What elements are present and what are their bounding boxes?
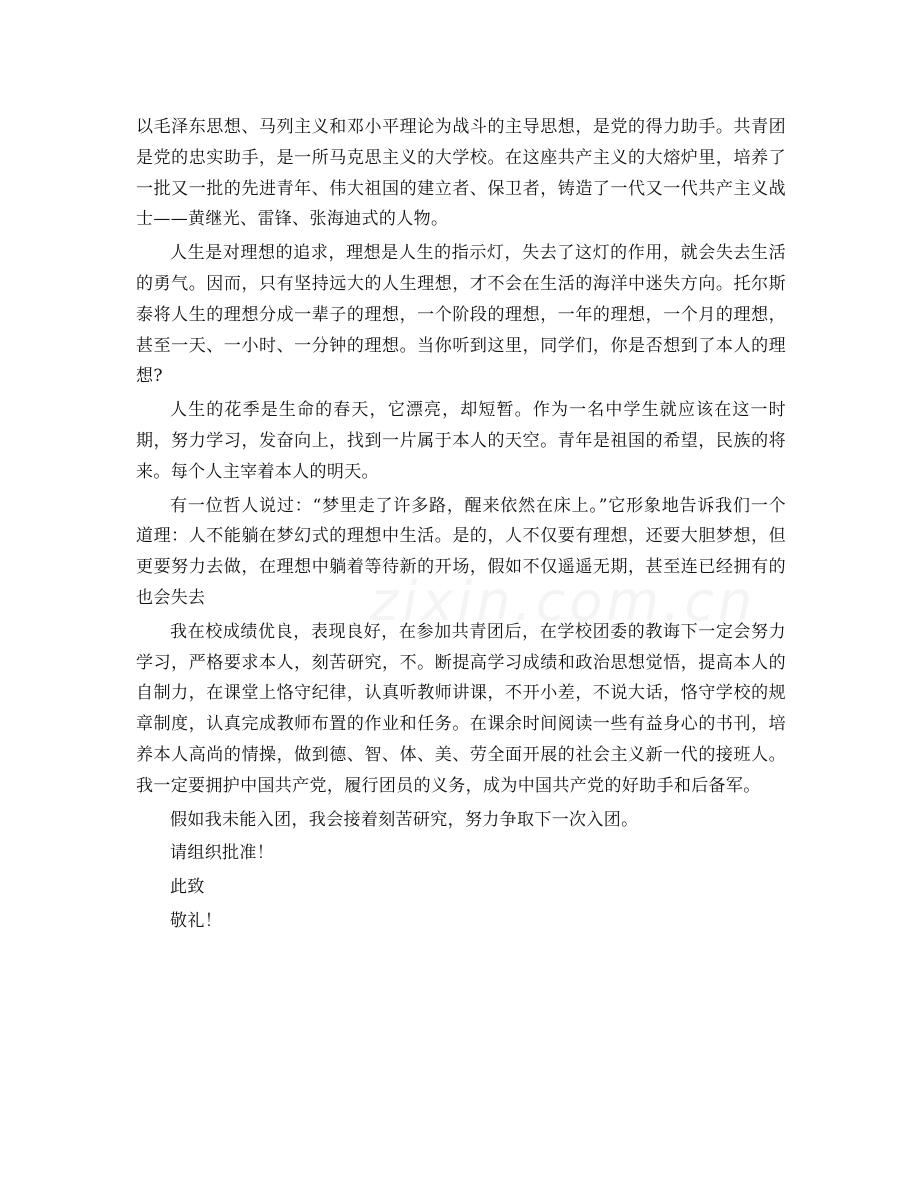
paragraph-6: 假如我未能入团，我会接着刻苦研究，努力争取下一次入团。 — [170, 809, 639, 830]
paragraph-3: 人生的花季是生命的春天，它漂亮，却短暂。作为一名中学生就应该在这一时期，努力学习，发奋向上，找到一片属于本人的天空。青年是祖国的希望，民族的将来。每个人主宰着本人的明天。 — [136, 400, 786, 482]
paragraph-4: 有一位哲人说过：“梦里走了许多路，醒来依然在床上。”它形象地告诉我们一个道理：人不能躺在梦幻式的理想中生活。是的，人不仅要有理想，还要大胆梦想，但更要努力去做，在理想中躺着等待新的开场，假如不仅遥遥无期，甚至连已经拥有的也会失去 — [136, 495, 786, 608]
closing-salutation: 此致 — [170, 877, 205, 898]
paragraph-1: 以毛泽东思想、马列主义和邓小平理论为战斗的主导思想，是党的得力助手。共青团是党的忠实助手，是一所马克思主义的大学校。在这座共产主义的大熔炉里，培养了一批又一批的先进青年、伟大祖国的建立者、保卫者，铸造了一代又一代共产主义战士——黄继光、雷锋、张海迪式的人物。 — [136, 117, 786, 230]
closing-request: 请组织批准！ — [170, 843, 275, 864]
closing-regards: 敬礼！ — [170, 910, 223, 931]
document-body — [136, 112, 786, 940]
paragraph-2: 人生是对理想的追求，理想是人生的指示灯，失去了这灯的作用，就会失去生活的勇气。因而，只有坚持远大的人生理想，才不会在生活的海洋中迷失方向。托尔斯泰将人生的理想分成一辈子的理想，一个阶段的理想，一年的理想，一个月的理想，甚至一天、一小时、一分钟的理想。当你听到这里，同学们，你是否想到了本人的理想? — [136, 243, 786, 387]
paragraph-5: 我在校成绩优良，表现良好，在参加共青团后，在学校团委的教诲下一定会努力学习，严格要求本人，刻苦研究，不。断提高学习成绩和政治思想觉悟，提高本人的自制力，在课堂上恪守纪律，认真听教师讲课，不开小差，不说大话，恪守学校的规章制度，认真完成教师布置的作业和任务。在课余时间阅读一些有益身心的书刊，培养本人高尚的情操，做到德、智、体、美、劳全面开展的社会主义新一代的接班人。我一定要拥护中国共产党，履行团员的义务，成为中国共产党的好助手和后备军。 — [136, 621, 786, 796]
